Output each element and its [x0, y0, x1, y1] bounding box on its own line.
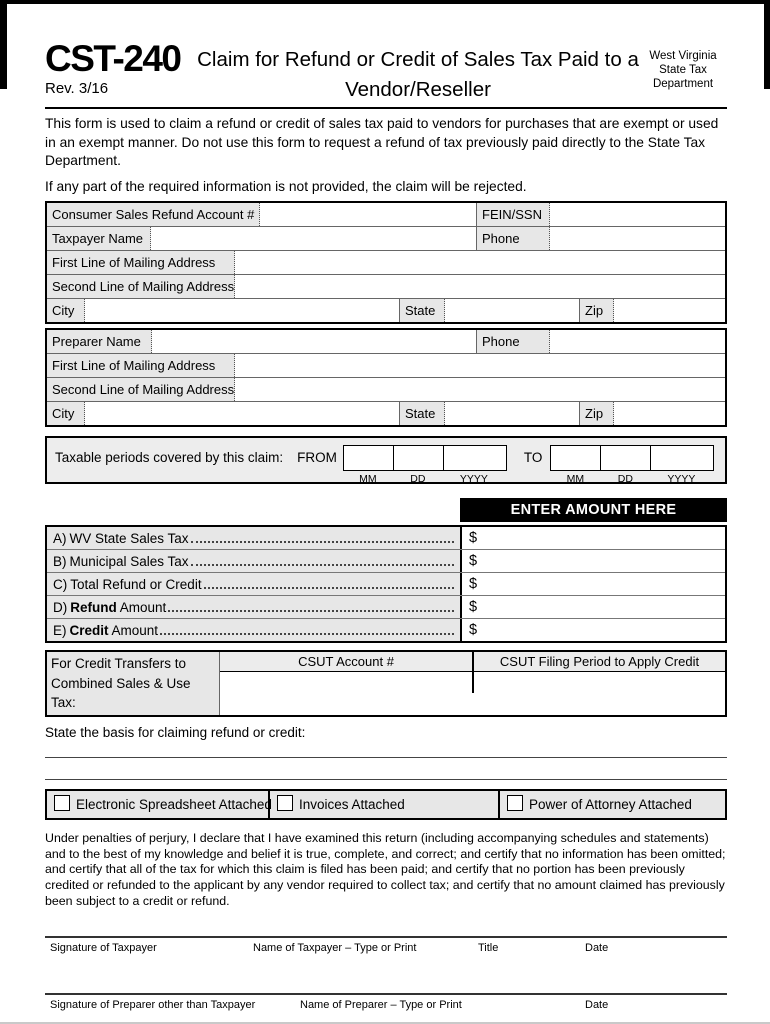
taxpayer-state-label: State [400, 299, 445, 322]
invoices-label: Invoices Attached [299, 796, 405, 812]
taxpayer-signature-line[interactable] [45, 936, 727, 938]
row-text: Municipal Sales Tax [69, 553, 189, 569]
row-letter: E) [53, 622, 67, 638]
row-text: WV State Sales Tax [69, 530, 189, 546]
preparer-state-input[interactable] [445, 402, 580, 425]
account-number-input[interactable] [260, 203, 477, 226]
mm-label: MM [566, 473, 585, 486]
basis-label: State the basis for claiming refund or credit: [45, 724, 306, 740]
from-yyyy-input[interactable] [444, 446, 506, 470]
preparer-state-label: State [400, 402, 445, 425]
table-row [47, 353, 725, 377]
agency-name [639, 40, 727, 91]
csut-main [220, 652, 725, 715]
amount-d-input[interactable] [462, 596, 725, 618]
csut-account-header: CSUT Account # [220, 652, 474, 671]
preparer-zip-label: Zip [580, 402, 614, 425]
enter-amount-banner: ENTER AMOUNT HERE [460, 498, 727, 522]
table-row [47, 250, 725, 274]
rejection-notice: If any part of the required information is not provided, the claim will be rejected. [45, 179, 527, 195]
amounts-table [45, 525, 727, 643]
dollar-sign: $ [469, 553, 478, 570]
row-letter: D) [53, 599, 68, 615]
preparer-address2-input[interactable] [235, 378, 725, 401]
csut-side-line1: For Credit Transfers to [51, 656, 187, 672]
preparer-name-label: Preparer Name [47, 330, 152, 353]
to-date-group [550, 445, 714, 485]
amount-a-label [47, 527, 462, 549]
taxpayer-signature-labels [45, 942, 727, 956]
yyyy-label: YYYY [667, 473, 696, 486]
preparer-city-label: City [47, 402, 85, 425]
signature-of-taxpayer-label: Signature of Taxpayer [50, 942, 157, 955]
to-label: TO [523, 450, 543, 466]
taxpayer-phone-label: Phone [477, 227, 550, 250]
taxpayer-zip-input[interactable] [614, 299, 725, 322]
amount-row-b [47, 549, 725, 572]
taxpayer-address2-label: Second Line of Mailing Address [47, 275, 235, 298]
preparer-address2-label: Second Line of Mailing Address [47, 378, 235, 401]
preparer-phone-input[interactable] [550, 330, 725, 353]
from-mm-input[interactable] [344, 446, 394, 470]
to-date-box [550, 445, 714, 471]
date-label: Date [585, 942, 609, 955]
preparer-phone-label: Phone [477, 330, 550, 353]
row-letter: B) [53, 553, 67, 569]
taxpayer-name-label: Taxpayer Name [47, 227, 151, 250]
form-revision: Rev. 3/16 [45, 80, 109, 97]
intro-paragraph: This form is used to claim a refund or credit of sales tax paid to vendors for purchases that are exempt or used in an exempt manner. Do not use this form to request a refund of tax previously paid directly to the State Tax Department. [45, 116, 719, 168]
preparer-zip-input[interactable] [614, 402, 725, 425]
amount-c-label [47, 573, 462, 595]
form-number: CST-240 [45, 38, 181, 79]
to-date-labels [550, 473, 714, 485]
csut-period-input[interactable] [474, 672, 725, 693]
row-bold: Credit [69, 622, 109, 638]
invoices-checkbox[interactable] [277, 795, 293, 811]
power-of-attorney-label: Power of Attorney Attached [529, 796, 692, 812]
table-row [47, 226, 725, 250]
to-dd-input[interactable] [601, 446, 651, 470]
form-header [45, 0, 727, 109]
form-title-line2: Vendor/Reseller [345, 77, 491, 101]
dollar-sign: $ [469, 599, 478, 616]
preparer-signature-line[interactable] [45, 993, 727, 995]
taxpayer-name-input[interactable] [151, 227, 477, 250]
table-row [47, 377, 725, 401]
preparer-address1-input[interactable] [235, 354, 725, 377]
preparer-name-input[interactable] [152, 330, 477, 353]
dot-leader [168, 610, 454, 612]
table-row [47, 274, 725, 298]
table-row [47, 203, 725, 226]
taxpayer-address1-input[interactable] [235, 251, 725, 274]
basis-line-1[interactable] [45, 757, 727, 758]
taxpayer-address1-label: First Line of Mailing Address [47, 251, 235, 274]
taxpayer-state-input[interactable] [445, 299, 580, 322]
agency-line2: State Tax [659, 64, 707, 77]
from-label: FROM [297, 450, 337, 466]
taxable-periods-box [45, 436, 727, 484]
fein-ssn-input[interactable] [550, 203, 725, 226]
csut-side-line2: Combined Sales & Use Tax: [51, 675, 191, 711]
preparer-city-input[interactable] [85, 402, 400, 425]
taxpayer-address2-input[interactable] [235, 275, 725, 298]
dollar-sign: $ [469, 622, 478, 639]
amount-row-a [47, 527, 725, 549]
csut-side-label [47, 652, 220, 715]
name-of-preparer-label: Name of Preparer – Type or Print [300, 999, 462, 1012]
amount-d-label [47, 596, 462, 618]
electronic-spreadsheet-label: Electronic Spreadsheet Attached [76, 796, 272, 812]
from-date-labels [343, 473, 507, 485]
dot-leader [191, 564, 454, 566]
attachments-bar [45, 789, 727, 820]
csut-input-row [220, 672, 725, 693]
taxpayer-phone-input[interactable] [550, 227, 725, 250]
agency-line1: West Virginia [649, 50, 717, 62]
form-title-line1: Claim for Refund or Credit of Sales Tax Paid to a [197, 48, 639, 71]
row-bold: Refund [70, 599, 117, 615]
dd-label: DD [410, 473, 426, 486]
amount-e-input[interactable] [462, 619, 725, 641]
fein-ssn-label: FEIN/SSN [477, 203, 550, 226]
to-yyyy-input[interactable] [651, 446, 713, 470]
dot-leader [204, 587, 454, 589]
scan-artifact-top [7, 0, 770, 4]
taxpayer-city-input[interactable] [85, 299, 400, 322]
preparer-address1-label: First Line of Mailing Address [47, 354, 235, 377]
preparer-info-table [45, 328, 727, 427]
dollar-sign: $ [469, 576, 478, 593]
to-mm-input[interactable] [551, 446, 601, 470]
csut-period-header: CSUT Filing Period to Apply Credit [474, 652, 725, 671]
dot-leader [160, 633, 454, 635]
form-title [197, 40, 639, 104]
table-row [47, 330, 725, 353]
row-letter: C) [53, 576, 68, 592]
amount-row-c [47, 572, 725, 595]
amount-row-d [47, 595, 725, 618]
attachment-option [47, 791, 270, 818]
amount-c-input[interactable] [462, 573, 725, 595]
agency-line3: Department [652, 78, 714, 91]
scan-artifact-right [764, 0, 770, 89]
form-id-block [45, 40, 197, 97]
row-text: Amount [108, 622, 159, 638]
row-text: Amount [116, 599, 167, 615]
row-text: Total Refund or Credit [70, 576, 202, 592]
table-row [47, 401, 725, 425]
basis-line-2[interactable] [45, 779, 727, 780]
title-label: Title [478, 942, 499, 955]
scan-artifact-left [0, 0, 7, 89]
from-dd-input[interactable] [394, 446, 444, 470]
signature-of-preparer-label: Signature of Preparer other than Taxpayer [50, 999, 256, 1012]
row-letter: A) [53, 530, 67, 546]
amount-row-e [47, 618, 725, 641]
dd-label: DD [617, 473, 633, 486]
from-date-group [343, 445, 507, 485]
electronic-spreadsheet-checkbox[interactable] [54, 795, 70, 811]
taxpayer-city-label: City [47, 299, 85, 322]
from-date-box [343, 445, 507, 471]
csut-header-row [220, 652, 725, 672]
amount-b-input[interactable] [462, 550, 725, 572]
dollar-sign: $ [469, 530, 478, 547]
account-number-label: Consumer Sales Refund Account # [47, 203, 260, 226]
dot-leader [191, 541, 454, 543]
csut-account-input[interactable] [220, 672, 474, 693]
amount-a-input[interactable] [462, 527, 725, 549]
perjury-declaration: Under penalties of perjury, I declare that I have examined this return (including accompanying schedules and statements) and to the best of my knowledge and belief it is true, complete, and correct; and certify that no information has been omitted; and certify that all of the tax for which this claim is filed has been paid; and certify that no portion has been previously credited or refunded to the applicant by any vendor required to collect tax; and certify that no amount claimed has previously been subject to a credit or refund. [45, 830, 726, 909]
amount-e-label [47, 619, 462, 641]
name-of-taxpayer-label: Name of Taxpayer – Type or Print [253, 942, 417, 955]
csut-table [45, 650, 727, 717]
attachment-option [500, 791, 725, 818]
taxpayer-zip-label: Zip [580, 299, 614, 322]
power-of-attorney-checkbox[interactable] [507, 795, 523, 811]
date-label: Date [585, 999, 609, 1012]
yyyy-label: YYYY [459, 473, 488, 486]
table-row [47, 298, 725, 322]
mm-label: MM [359, 473, 377, 486]
attachment-option [270, 791, 500, 818]
amount-b-label [47, 550, 462, 572]
taxpayer-info-table [45, 201, 727, 324]
preparer-signature-labels [45, 999, 727, 1013]
taxable-periods-label: Taxable periods covered by this claim: [55, 450, 284, 466]
